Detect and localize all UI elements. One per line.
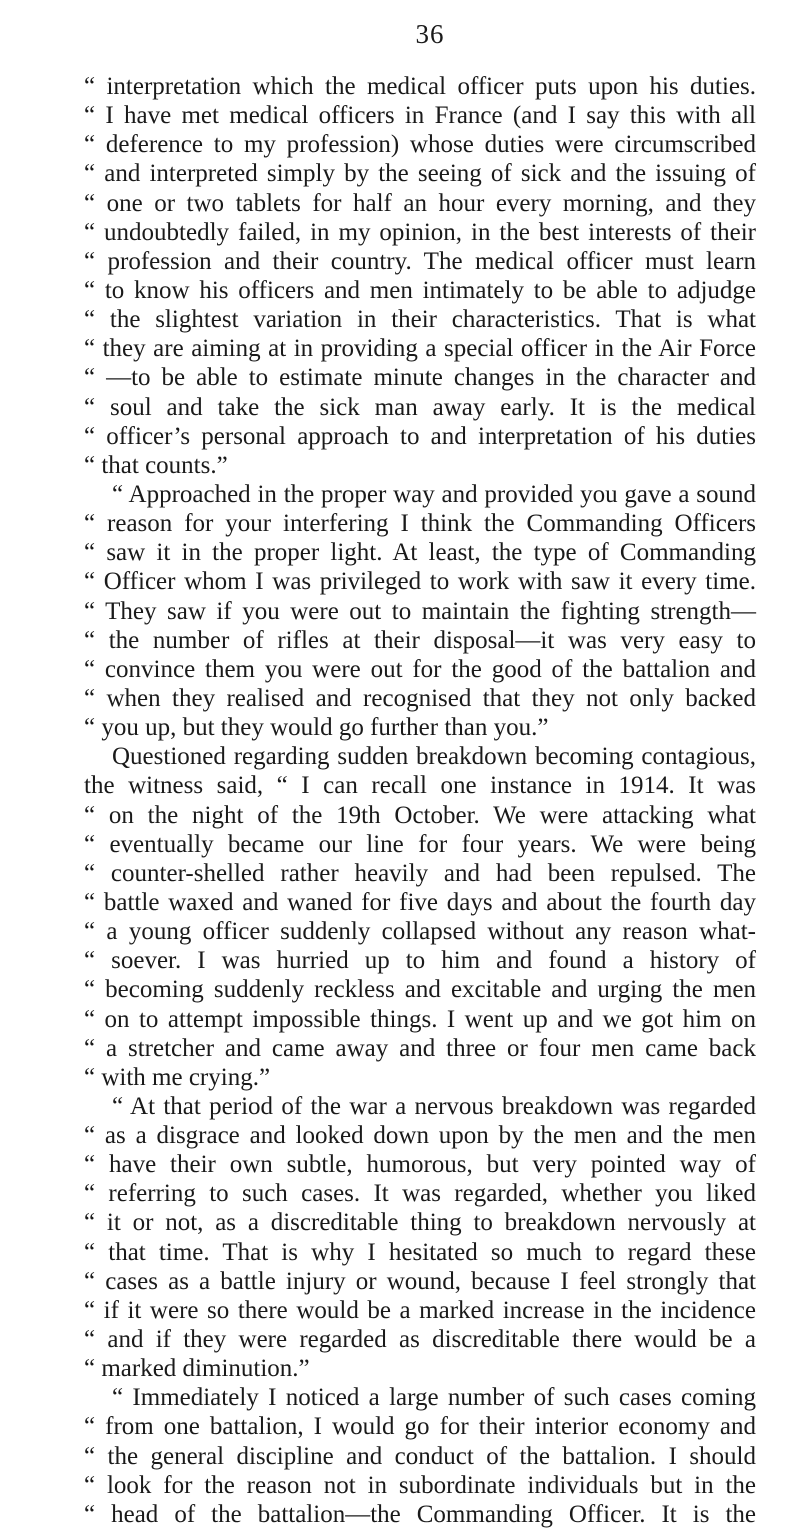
text-line: “ reason for your interfering I think the Commanding Officers <box>84 510 756 538</box>
paragraph <box>84 480 756 742</box>
text-line: “ deference to my profession) whose duties were circumscribed <box>84 131 756 159</box>
text-line: “ marked diminution.” <box>84 1355 310 1383</box>
paragraph <box>84 742 756 1092</box>
text-line: “ a young officer suddenly collapsed without any reason what- <box>84 918 756 946</box>
text-line: “ profession and their country. The medical officer must learn <box>84 247 756 275</box>
text-line: “ as a disgrace and looked down upon by the men and the men <box>84 1122 756 1150</box>
text-line: “ saw it in the proper light. At least, the type of Commanding <box>84 539 756 567</box>
text-line: “ that time. That is why I hesitated so much to regard these <box>84 1238 756 1266</box>
text-line: “ and if they were regarded as discreditable there would be a <box>84 1326 756 1354</box>
text-line: “ They saw if you were out to maintain the fighting strength— <box>84 597 756 625</box>
text-line: “ have their own subtle, humorous, but very pointed way of <box>84 1151 756 1179</box>
paragraph <box>84 72 756 480</box>
text-line: the witness said, “ I can recall one instance in 1914. It was <box>84 772 756 800</box>
text-line: “ look for the reason not in subordinate individuals but in the <box>84 1471 756 1499</box>
text-line: “ Officer whom I was privileged to work with saw it every time. <box>84 568 756 596</box>
text-line: “ they are aiming at in providing a special officer in the Air Force <box>84 335 756 363</box>
text-line: “ when they realised and recognised that they not only backed <box>84 684 756 712</box>
text-line: “ officer’s personal approach to and interpretation of his duties <box>84 422 756 450</box>
text-line: “ to know his officers and men intimately to be able to adjudge <box>84 276 756 304</box>
paragraph <box>84 1383 756 1529</box>
text-line: “ convince them you were out for the good of the battalion and <box>84 655 756 683</box>
text-line: “ one or two tablets for half an hour every morning, and they <box>84 189 756 217</box>
text-line: “ soul and take the sick man away early. It is the medical <box>84 393 756 421</box>
text-line: “ becoming suddenly reckless and excitable and urging the men <box>84 976 756 1004</box>
text-line: “ and interpreted simply by the seeing of sick and the issuing of <box>84 160 756 188</box>
text-line: “ referring to such cases. It was regarded, whether you liked <box>84 1180 756 1208</box>
text-line: “ Approached in the proper way and provided you gave a sound <box>112 480 756 508</box>
text-line: “ At that period of the war a nervous breakdown was regarded <box>112 1092 756 1120</box>
text-line: “ the number of rifles at their disposal—it was very easy to <box>84 626 756 654</box>
text-line: “ —to be able to estimate minute changes in the character and <box>84 364 756 392</box>
text-line: “ you up, but they would go further than you.” <box>84 714 549 742</box>
text-line: “ that counts.” <box>84 451 228 479</box>
text-line: “ interpretation which the medical officer puts upon his duties. <box>84 73 756 100</box>
text-line: “ the slightest variation in their characteristics. That is what <box>84 306 756 334</box>
text-line: “ undoubtedly failed, in my opinion, in the best interests of their <box>84 218 756 246</box>
text-line: “ eventually became our line for four years. We were being <box>84 830 756 858</box>
text-line: “ soever. I was hurried up to him and found a history of <box>84 947 756 975</box>
text-line: “ on the night of the 19th October. We were attacking what <box>84 801 756 829</box>
text-line: “ head of the battalion—the Commanding Officer. It is the <box>84 1500 756 1528</box>
text-line: “ Immediately I noticed a large number of such cases coming <box>112 1384 756 1412</box>
text-line: “ if it were so there would be a marked increase in the incidence <box>84 1296 756 1324</box>
text-line: “ a stretcher and came away and three or four men came back <box>84 1034 756 1062</box>
text-line: “ counter-shelled rather heavily and had been repulsed. The <box>84 859 756 887</box>
text-line: “ the general discipline and conduct of the battalion. I should <box>84 1442 756 1470</box>
text-line: “ I have met medical officers in France (and I say this with all <box>84 102 756 130</box>
text-line: Questioned regarding sudden breakdown becoming contagious, <box>112 743 756 771</box>
text-line: “ on to attempt impossible things. I went up and we got him on <box>84 1005 756 1033</box>
book-page <box>84 18 756 1529</box>
text-line: “ with me crying.” <box>84 1063 271 1091</box>
text-line: “ cases as a battle injury or wound, because I feel strongly that <box>84 1267 756 1295</box>
page-number: 36 <box>415 19 445 49</box>
text-line: “ it or not, as a discreditable thing to breakdown nervously at <box>84 1209 756 1237</box>
text-line: “ battle waxed and waned for five days and about the fourth day <box>84 888 756 916</box>
paragraph <box>84 1092 756 1383</box>
body-text <box>84 72 756 1529</box>
text-line: “ from one battalion, I would go for their interior economy and <box>84 1413 756 1441</box>
